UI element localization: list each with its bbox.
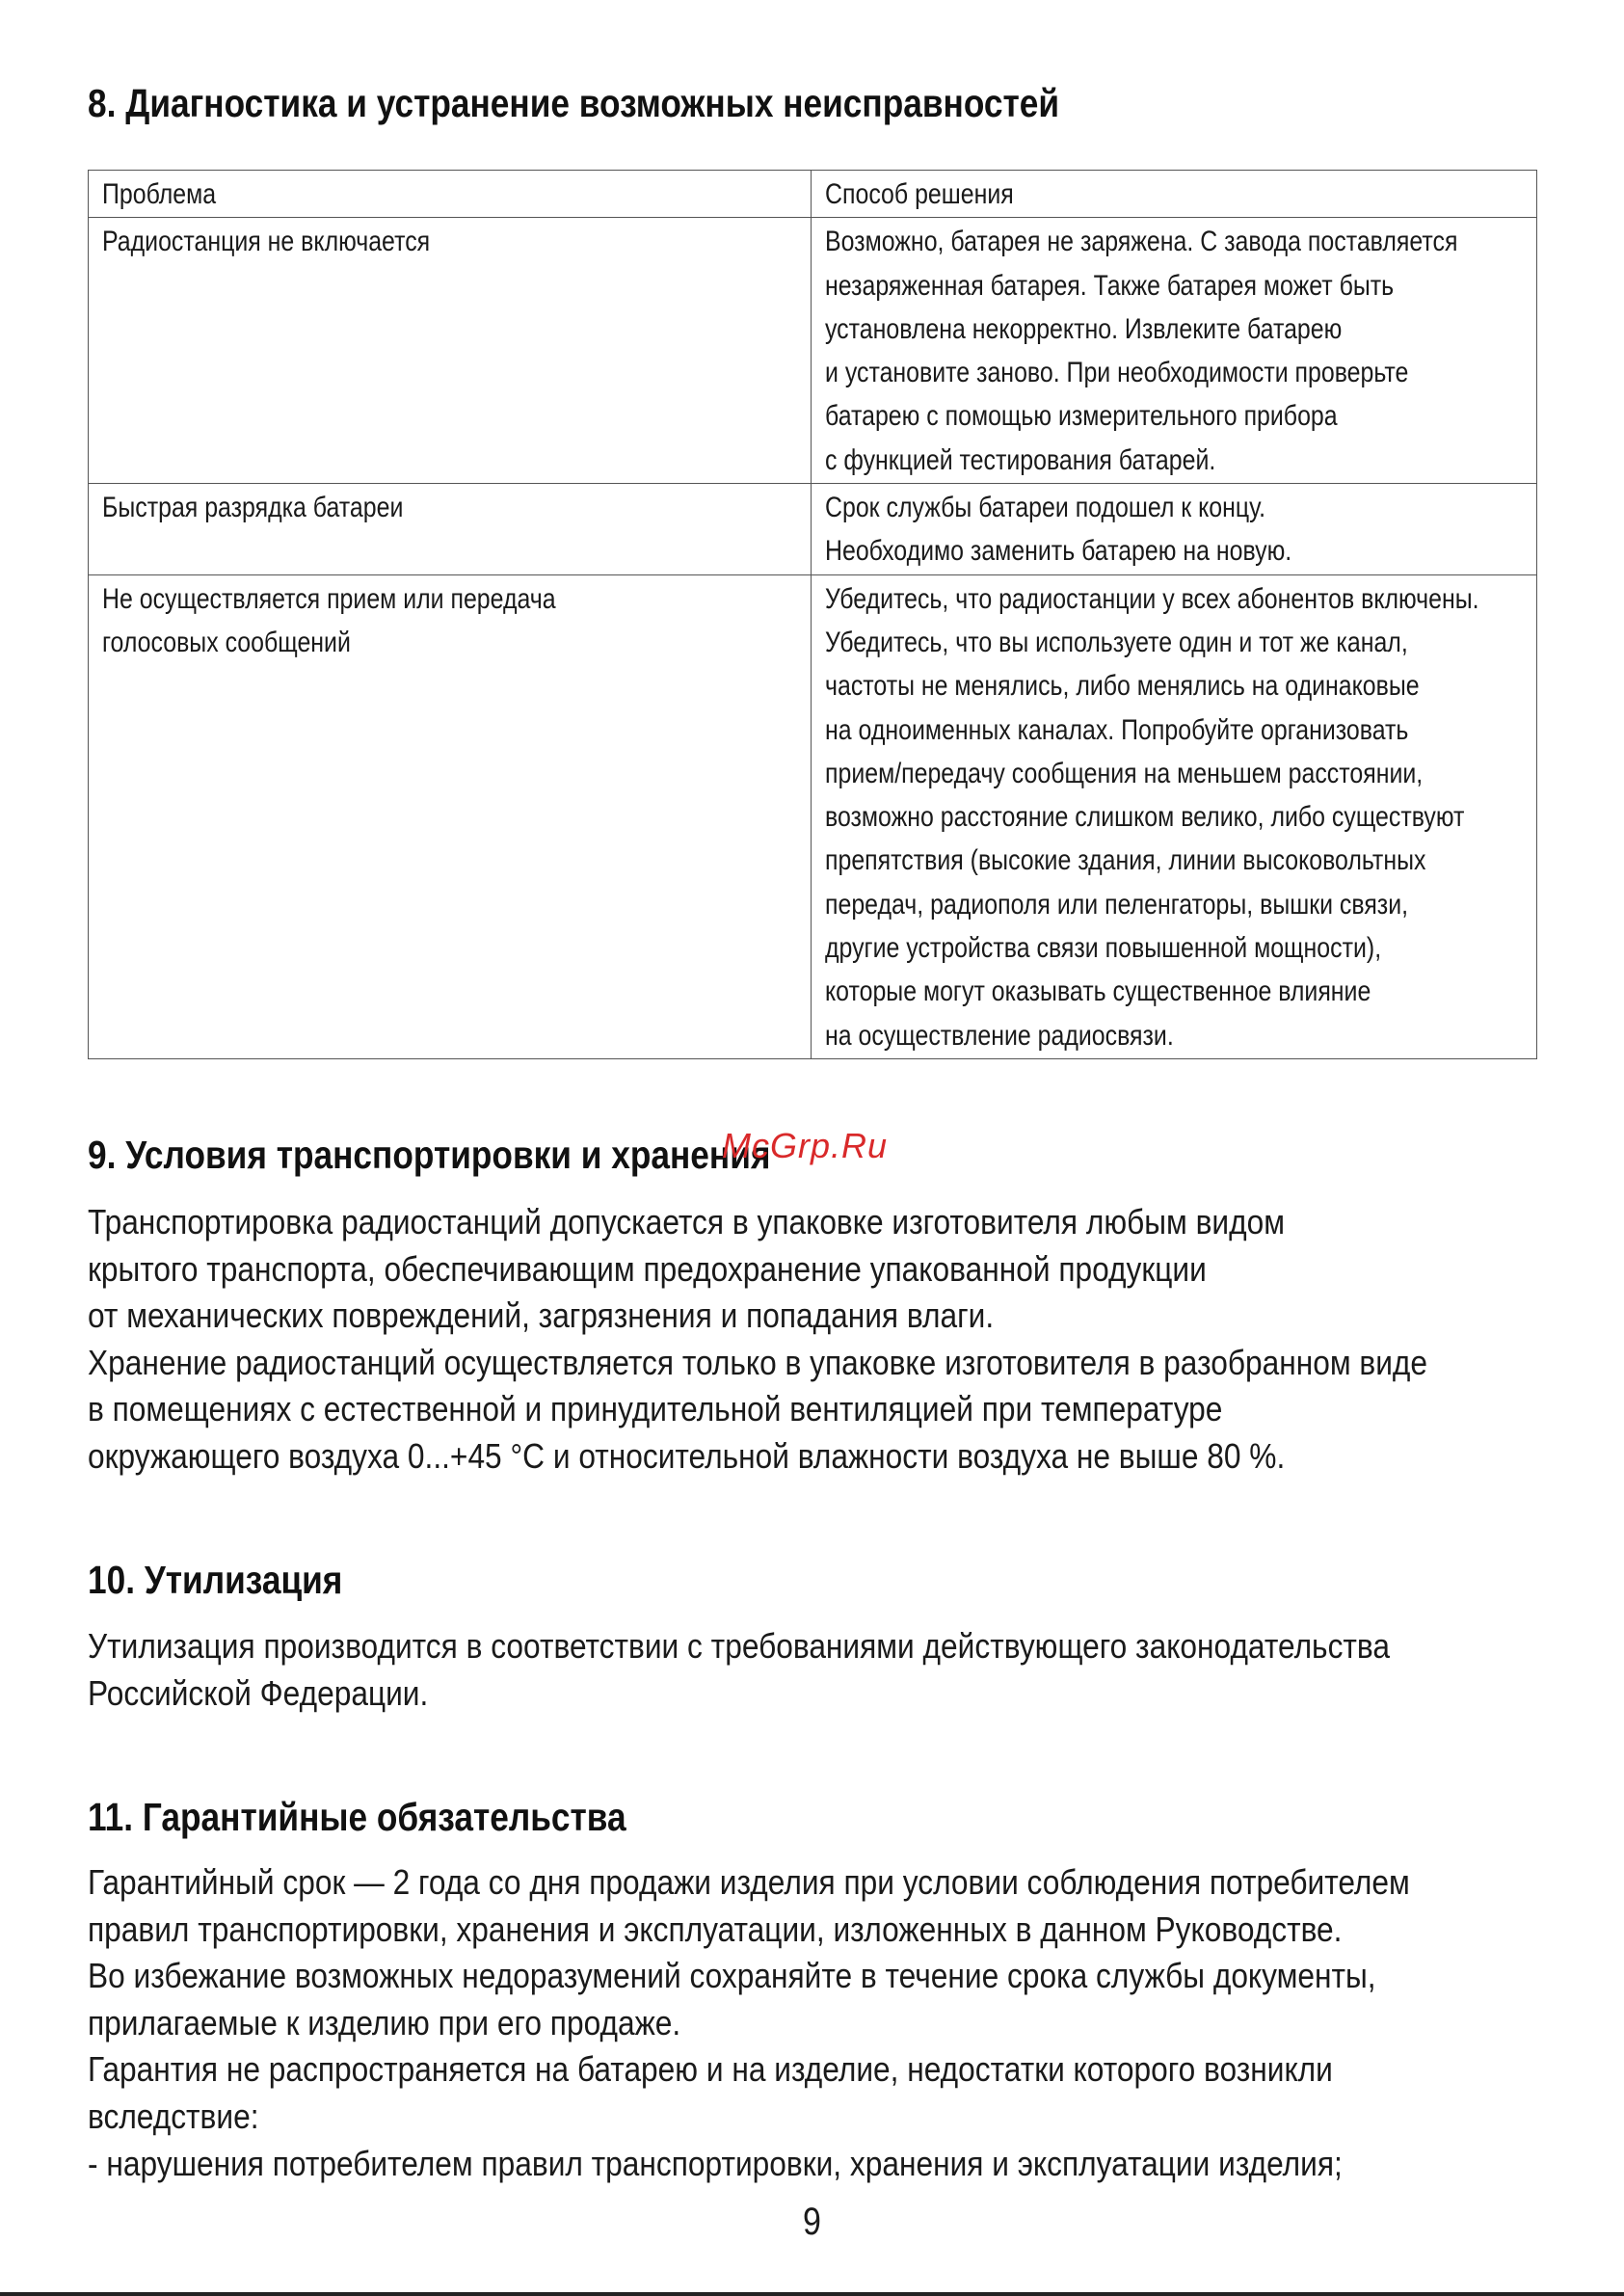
table-cell-solution: Срок службы батареи подошел к концу. Необходимо заменить батарею на новую. [812, 484, 1537, 575]
section-9-text: Транспортировка радиостанций допускается в упаковке изготовителя любым видом крытого транспорта, обеспечивающим предохранение упакованной продукции от механических повреждений, загрязнения и попадания влаги. Хранение радиостанций осуществляется только в упаковке изготовителя в разобранном виде в помещениях с естественной и принудительной вентиляцией при температуре окружающего воздуха 0...+45 °С и относительной влажности воздуха не выше 80 %. [88, 1202, 1428, 1476]
table-cell-problem: Не осуществляется прием или передача голосовых сообщений [89, 574, 812, 1058]
section-11-text: Гарантийный срок — 2 года со дня продажи изделия при условии соблюдения потребителем правил транспортировки, хранения и эксплуатации, изложенных в данном Руководстве. Во избежание возможных недоразумений сохраняйте в течение срока службы документы, прилагаемые к изделию при его продаже. Гарантия не распространяется на батарею и на изделие, недостатки которого возникли вследствие: - нарушения потребителем правил транспортировки, хранения и эксплуатации изделия; [88, 1862, 1410, 2183]
section-11-title: 11. Гарантийные обязательства [88, 1795, 626, 1839]
table-header-row [89, 171, 1537, 218]
table-cell-problem: Радиостанция не включается [89, 218, 812, 484]
section-9-body [88, 1199, 1624, 1481]
troubleshooting-table [88, 170, 1537, 1059]
section-9-title: 9. Условия транспортировки и хранения [88, 1133, 771, 1177]
table-header-problem: Проблема [89, 171, 812, 218]
section-10-text: Утилизация производится в соответствии с требованиями действующего законодательства Российской Федерации. [88, 1626, 1391, 1713]
section-10-body [88, 1623, 1624, 1717]
table-row [89, 218, 1537, 484]
table-cell-solution: Убедитесь, что радиостанции у всех абонентов включены. Убедитесь, что вы используете один и тот же канал, частоты не менялись, либо менялись на одинаковые на одноименных каналах. Попробуйте организовать прием/передачу сообщения на меньшем расстоянии, возможно расстояние слишком велико, либо существуют препятствия (высокие здания, линии высоковольтных передач, радиополя или пеленгаторы, вышки связи, другие устройства связи повышенной мощности), которые могут оказывать существенное влияние на осуществление радиосвязи. [812, 574, 1537, 1058]
bottom-rule-divider [0, 2292, 1624, 2296]
table-cell-solution: Возможно, батарея не заряжена. С завода поставляется незаряженная батарея. Также батарея может быть установлена некорректно. Извлеките батарею и установите заново. При необходимости проверьте батарею с помощью измерительного прибора с функцией тестирования батарей. [812, 218, 1537, 484]
section-10 [88, 1558, 384, 1603]
table-row [89, 484, 1537, 575]
page-number: 9 [803, 2201, 821, 2243]
watermark-link[interactable]: McGrp.Ru [722, 1126, 889, 1165]
table-row [89, 574, 1537, 1058]
section-10-title: 10. Утилизация [88, 1558, 343, 1602]
table-cell-problem: Быстрая разрядка батареи [89, 484, 812, 575]
section-11-body [88, 1859, 1624, 2187]
section-8-title: 8. Диагностика и устранение возможных неисправностей [88, 81, 1060, 125]
table-header-solution: Способ решения [812, 171, 1537, 218]
section-11 [88, 1795, 714, 1840]
